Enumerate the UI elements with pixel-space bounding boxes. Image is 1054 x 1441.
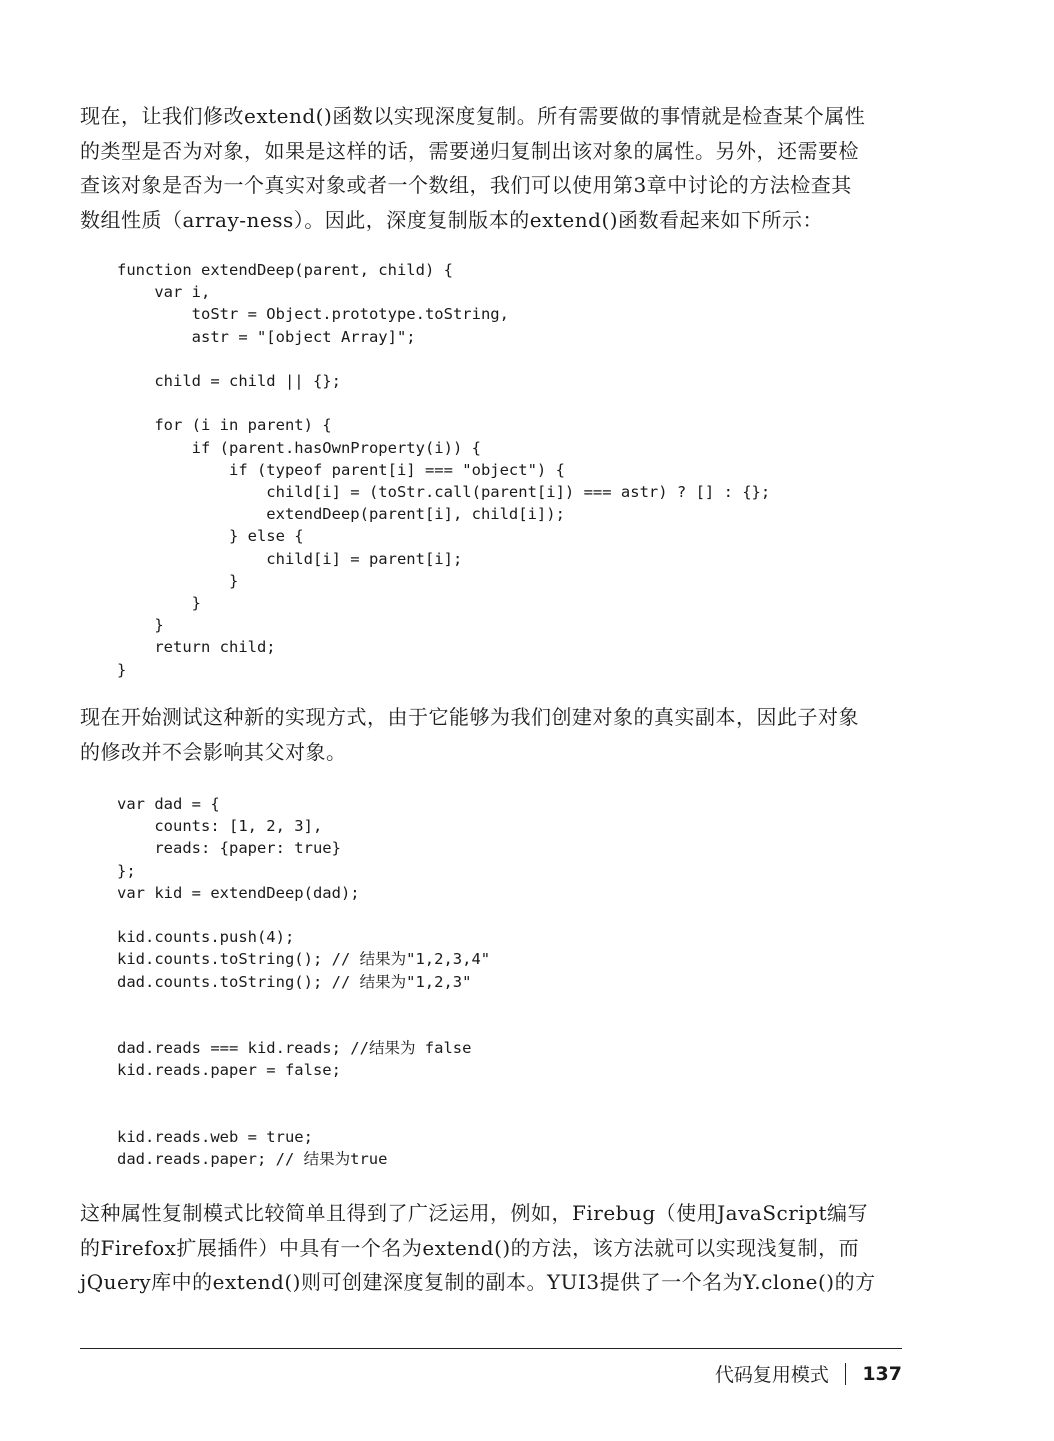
chapter-title: 代码复用模式 (714, 1364, 829, 1386)
code-block-extend-deep: function extendDeep(parent, child) { var i, toStr = Object.prototype.toString, astr = "[object Array]"; child = child || {}; for (i in parent) { if (parent.hasOwnProperty(i)) { if (typeof parent[i] === "object") { child[i] = (toStr.call(parent[i]) === astr) ? [] : {}; extendDeep(parent[i], child[i]); } else { child[i] = parent[i]; } } } return child; } (117, 261, 771, 679)
paragraph-line: 现在开始测试这种新的实现方式，由于它能够为我们创建对象的真实副本，因此子对象 (80, 705, 859, 729)
page-footer (715, 1360, 902, 1387)
paragraph-line: 的修改并不会影响其父对象。 (80, 739, 347, 764)
paragraph-line: 这种属性复制模式比较简单且得到了广泛运用，例如，Firebug（使用JavaScript编写 (80, 1201, 869, 1225)
paragraph-line: 数组性质（array-ness）。因此，深度复制版本的extend()函数看起来如下所示： (80, 207, 824, 232)
paragraph-libraries (80, 1196, 906, 1300)
footer-separator (845, 1363, 847, 1385)
paragraph-line: 的类型是否为对象，如果是这样的话，需要递归复制出该对象的属性。另外，还需要检 (80, 138, 859, 163)
paragraph-line: 的Firefox扩展插件）中具有一个名为extend()的方法，该方法就可以实现浅复制，而 (80, 1235, 860, 1260)
code-block-test: var dad = { counts: [1, 2, 3], reads: {paper: true} }; var kid = extendDeep(dad); kid.counts.push(4); kid.counts.toString(); // 结果为"1,2,3,4" dad.counts.toString(); // 结果为"1,2,3" dad.reads === kid.reads; //结果为 false kid.reads.paper = false; kid.reads.web = true; dad.reads.paper; // 结果为true (117, 795, 491, 1169)
paragraph-line: jQuery库中的extend()则可创建深度复制的副本。YUI3提供了一个名为Y.clone()的方 (80, 1270, 876, 1294)
paragraph-line: 现在，让我们修改extend()函数以实现深度复制。所有需要做的事情就是检查某个属性 (80, 104, 866, 128)
paragraph-intro (80, 99, 906, 237)
page-number: 137 (862, 1362, 902, 1385)
footer-divider (80, 1348, 902, 1349)
paragraph-test (80, 700, 906, 769)
paragraph-line: 查该对象是否为一个真实对象或者一个数组，我们可以使用第3章中讨论的方法检查其 (80, 173, 852, 197)
